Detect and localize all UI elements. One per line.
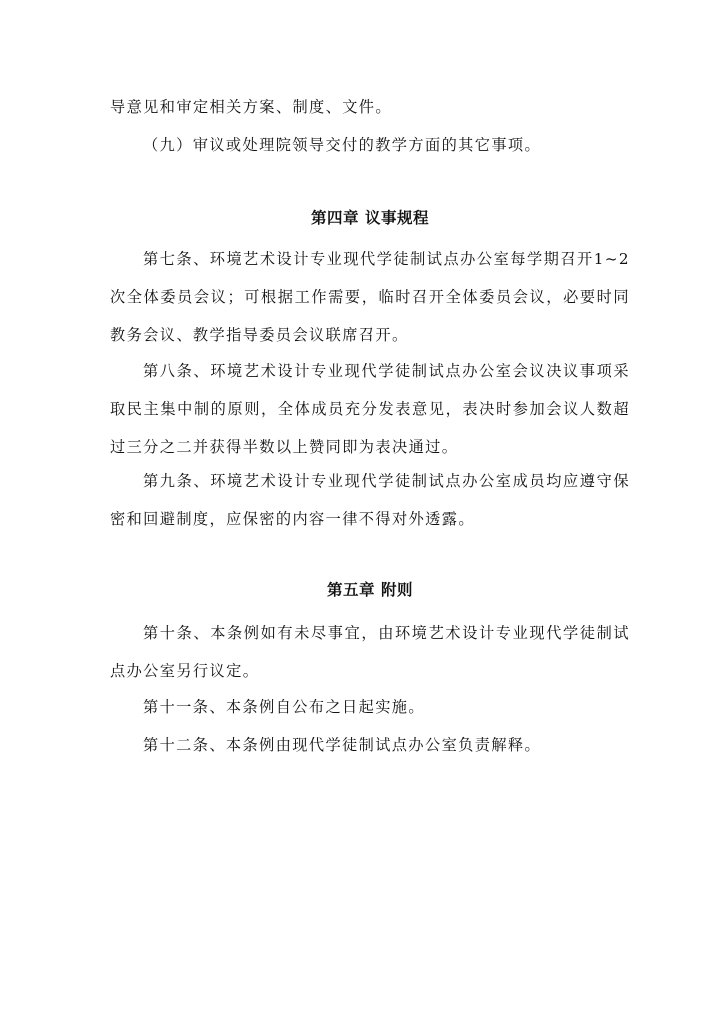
article-eleven: 第十一条、本条例自公布之日起实施。 xyxy=(143,698,425,716)
chapter-four-title: 第四章 议事规程 xyxy=(311,209,429,227)
article-eight: 第八条、环境艺术设计专业现代学徒制试点办公室会议决议事项采取民主集中制的原则，全体成员充分发表意见，表决时参加会议人数超过三分之二并获得半数以上赞同即为表决通过。 xyxy=(110,362,630,456)
article-seven: 第七条、环境艺术设计专业现代学徒制试点办公室每学期召开1~2次全体委员会议；可根据工作需要，临时召开全体委员会议，必要时同教务会议、教学指导委员会议联席召开。 xyxy=(110,250,630,344)
paragraph-continuation: 导意见和审定相关方案、制度、文件。 xyxy=(110,98,392,116)
paragraph-item-nine: （九）审议或处理院领导交付的教学方面的其它事项。 xyxy=(143,136,542,154)
article-nine: 第九条、环境艺术设计专业现代学徒制试点办公室成员均应遵守保密和回避制度，应保密的内容一律不得对外透露。 xyxy=(110,472,630,528)
article-ten: 第十条、本条例如有未尽事宜，由环境艺术设计专业现代学徒制试点办公室另行议定。 xyxy=(110,624,630,680)
article-twelve: 第十二条、本条例由现代学徒制试点办公室负责解释。 xyxy=(143,736,542,754)
chapter-five-title: 第五章 附则 xyxy=(327,581,413,599)
